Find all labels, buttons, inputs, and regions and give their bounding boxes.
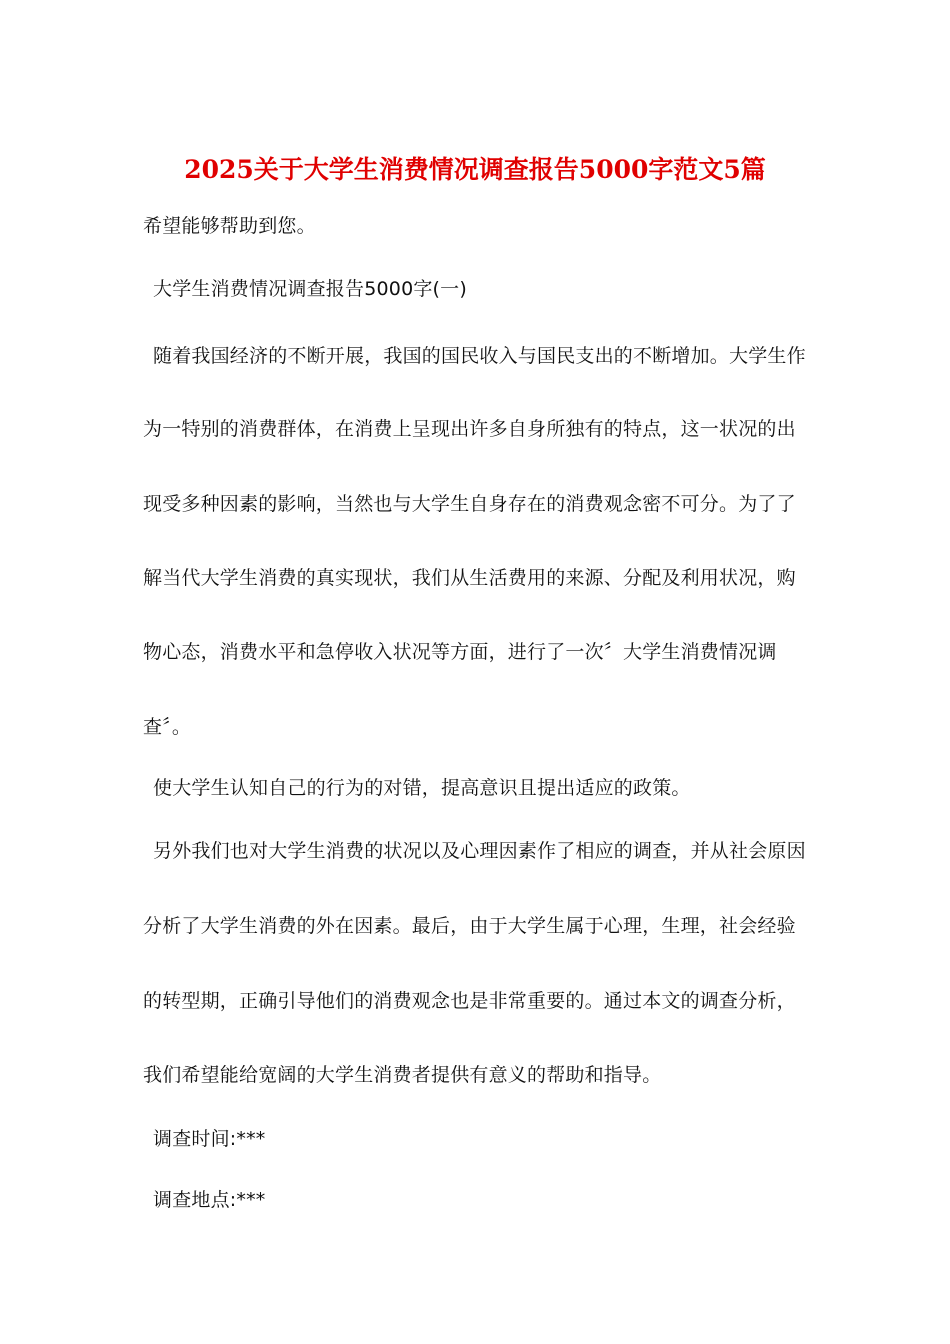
survey-place: 调查地点:*** — [153, 1189, 266, 1211]
paragraph1-line-5: 物心态，消费水平和急停收入状况等方面，进行了一次〞大学生消费情况调 — [143, 641, 777, 663]
survey-time: 调查时间:*** — [153, 1128, 266, 1150]
paragraph3-line-2: 分析了大学生消费的外在因素。最后，由于大学生属于心理，生理，社会经验 — [143, 915, 796, 937]
intro-text: 希望能够帮助到您。 — [143, 215, 316, 237]
section-heading: 大学生消费情况调查报告5000字(一) — [153, 278, 467, 300]
paragraph1-line-6: 查〞。 — [143, 716, 192, 738]
paragraph2-text: 使大学生认知自己的行为的对错，提高意识且提出适应的政策。 — [153, 777, 691, 799]
paragraph1-line-2: 为一特别的消费群体，在消费上呈现出许多自身所独有的特点，这一状况的出 — [143, 418, 796, 440]
paragraph3-line-3: 的转型期，正确引导他们的消费观念也是非常重要的。通过本文的调查分析， — [143, 990, 796, 1012]
paragraph1-line-4: 解当代大学生消费的真实现状，我们从生活费用的来源、分配及利用状况，购 — [143, 567, 796, 589]
paragraph1-line-1: 随着我国经济的不断开展，我国的国民收入与国民支出的不断增加。大学生作 — [153, 345, 806, 367]
document-title: 2025关于大学生消费情况调查报告5000字范文5篇 — [184, 155, 766, 184]
paragraph1-line-3: 现受多种因素的影响，当然也与大学生自身存在的消费观念密不可分。为了了 — [143, 493, 796, 515]
paragraph3-line-4: 我们希望能给宽阔的大学生消费者提供有意义的帮助和指导。 — [143, 1064, 662, 1086]
paragraph3-line-1: 另外我们也对大学生消费的状况以及心理因素作了相应的调查，并从社会原因 — [153, 840, 806, 862]
